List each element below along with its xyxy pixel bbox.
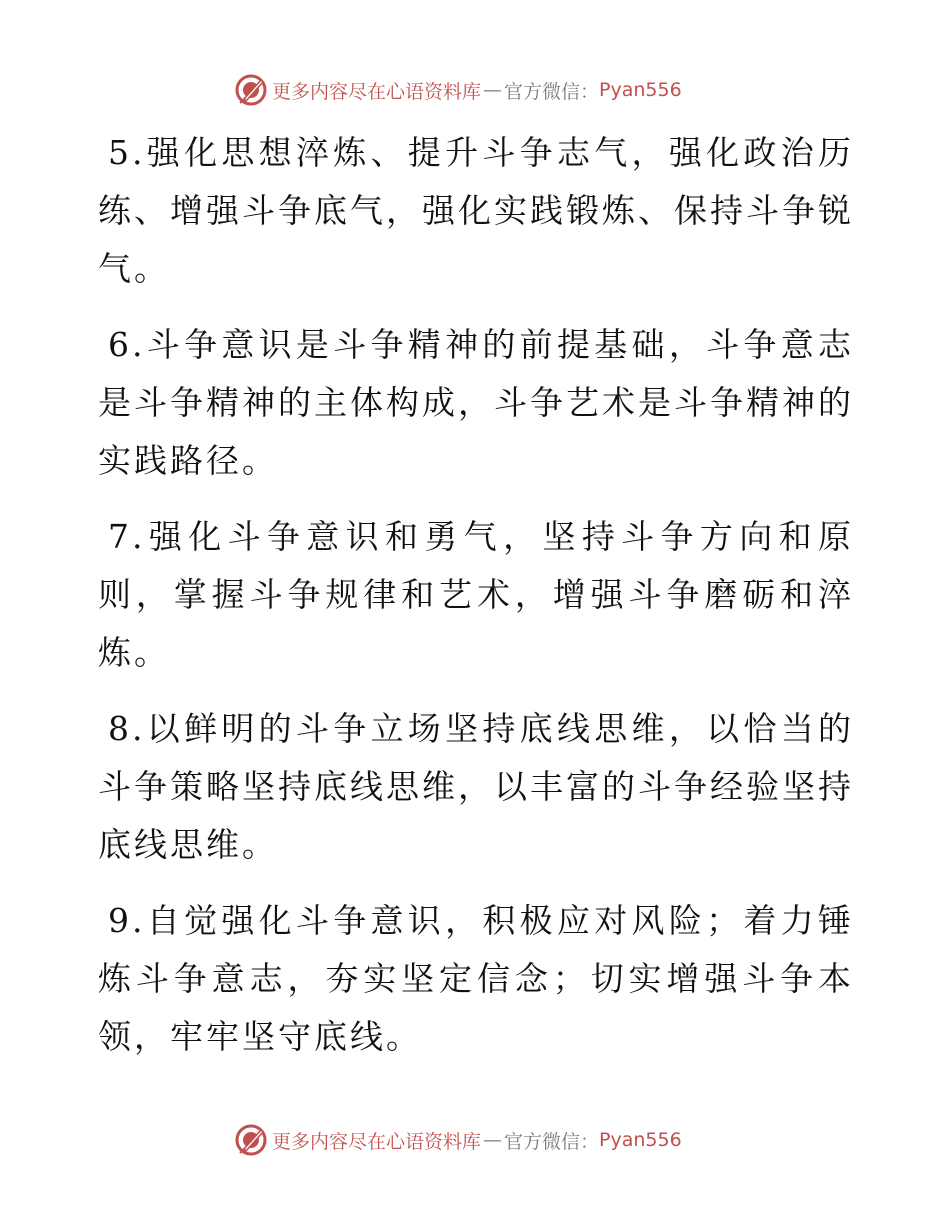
quill-seal-logo-icon <box>234 73 268 107</box>
list-item: 8.以鲜明的斗争立场坚持底线思维，以恰当的斗争策略坚持底线思维，以丰富的斗争经验坚持底线思维。 <box>98 709 854 864</box>
header-watermark <box>234 72 682 108</box>
document-body <box>98 124 854 1084</box>
watermark-wechat-id: Pyan556 <box>599 79 682 101</box>
watermark-wechat-label: 官方微信： <box>504 1130 600 1153</box>
list-item: 7.强化斗争意识和勇气，坚持斗争方向和原则，掌握斗争规律和艺术，增强斗争磨砺和淬炼。 <box>98 517 854 672</box>
list-item: 5.强化思想淬炼、提升斗争志气，强化政治历练、增强斗争底气，强化实践锻炼、保持斗争锐气。 <box>98 133 854 288</box>
watermark-text: 更多内容尽在心语资料库 <box>272 1130 482 1153</box>
watermark-wechat-label: 官方微信： <box>504 80 600 103</box>
quill-seal-logo-icon <box>234 1123 268 1157</box>
watermark-wechat-id: Pyan556 <box>599 1129 682 1151</box>
watermark-dash: — <box>483 79 503 101</box>
footer-watermark <box>234 1122 682 1158</box>
watermark-text: 更多内容尽在心语资料库 <box>272 80 482 103</box>
list-item: 9.自觉强化斗争意识，积极应对风险；着力锤炼斗争意志，夯实坚定信念；切实增强斗争本领，牢牢坚守底线。 <box>98 901 854 1056</box>
list-item: 6.斗争意识是斗争精神的前提基础，斗争意志是斗争精神的主体构成，斗争艺术是斗争精神的实践路径。 <box>98 325 854 480</box>
watermark-dash: — <box>483 1129 503 1151</box>
